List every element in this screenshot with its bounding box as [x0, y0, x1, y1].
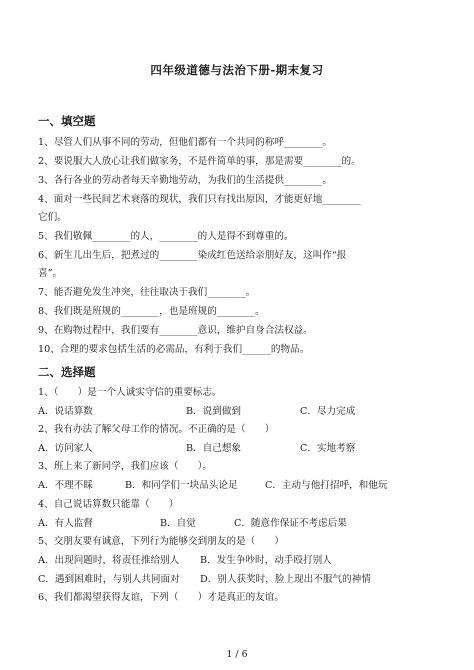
choice-1-option-c: C．尽力完成	[300, 406, 356, 417]
fill-question-5: 5、我们敬佩________的人，________的人是得不到尊重的。	[38, 231, 294, 242]
fill-question-7: 7、能否避免发生冲突，往往取决于我们________。	[38, 287, 256, 298]
choice-5-option-c: C．遇到困难时，与别人共同面对	[38, 574, 180, 585]
choice-2-option-c: C．实地考察	[300, 443, 356, 454]
choice-4-option-c: C．随意作保证不考虑后果	[234, 518, 347, 529]
fill-question-9: 9、在购物过程中，我们要有________意识，维护自身合法权益。	[38, 325, 313, 336]
choice-3-option-b: B．和同学们一块品头论足	[125, 480, 238, 491]
fill-question-4-continued: 它们。	[38, 212, 67, 223]
section-heading-fill-blank: 一、填空题	[38, 114, 96, 128]
fill-question-2: 2、要说服大人放心让我们做家务，不是件简单的事，那是需要________的。	[38, 156, 361, 167]
choice-5-option-b: B．发生争吵时，动手殴打别人	[200, 555, 332, 566]
page-number: 1 / 6	[226, 649, 248, 660]
choice-4-option-a: A．有人监督	[38, 518, 93, 529]
choice-question-2: 2、我有办法了解父母工作的情况。不正确的是（ ）	[38, 424, 275, 435]
fill-question-4: 4、面对一些民间艺术衰落的现状，我们只有找出原因，才能更好地________	[38, 194, 361, 205]
choice-1-option-b: B．说到做到	[186, 406, 242, 417]
choice-1-option-a: A．说话算数	[38, 406, 93, 417]
choice-5-option-d: D．别人获奖时，脸上现出不服气的神情	[200, 574, 371, 585]
choice-question-1: 1、（ ）是一个人诚实守信的重要标志。	[38, 387, 222, 398]
fill-question-8: 8、我们既是班规的________，也是班规的________。	[38, 306, 265, 317]
fill-question-6-continued: 喜”。	[38, 268, 63, 279]
choice-2-option-b: B．自己想象	[186, 443, 242, 454]
choice-2-option-a: A．访问家人	[38, 443, 93, 454]
fill-question-6: 6、新生儿出生后，把煮过的________染成红色送给亲朋好友，这叫作“报	[38, 250, 347, 261]
choice-3-option-a: A．不理不睬	[38, 480, 93, 491]
choice-question-6: 6、我们都渴望获得友谊，下列（ ）才是真正的友谊。	[38, 592, 284, 603]
choice-3-option-c: C．主动与他打招呼，和他玩	[265, 480, 388, 491]
fill-question-10: 10、合理的要求包括生活的必需品，有利于我们______的物品。	[38, 344, 310, 355]
choice-question-3: 3、班上来了新同学，我们应该（ ）。	[38, 461, 212, 472]
choice-5-option-a: A．出现问题时，将责任推给别人	[38, 555, 180, 566]
choice-4-option-b: B．自觉	[160, 518, 196, 529]
fill-question-3: 3、各行各业的劳动者每天辛勤地劳动，为我们的生活提供________。	[38, 175, 332, 186]
fill-question-1: 1、尽管人们从事不同的劳动，但他们都有一个共同的称呼________。	[38, 137, 332, 148]
page-title: 四年级道德与法治下册-期末复习	[150, 63, 324, 77]
choice-question-4: 4、自己说话算数只能靠（ ）	[38, 499, 179, 510]
choice-question-5: 5、交朋友要有诚意，下列行为能够交到朋友的是（ ）	[38, 536, 284, 547]
section-heading-choice: 二、选择题	[38, 365, 96, 379]
